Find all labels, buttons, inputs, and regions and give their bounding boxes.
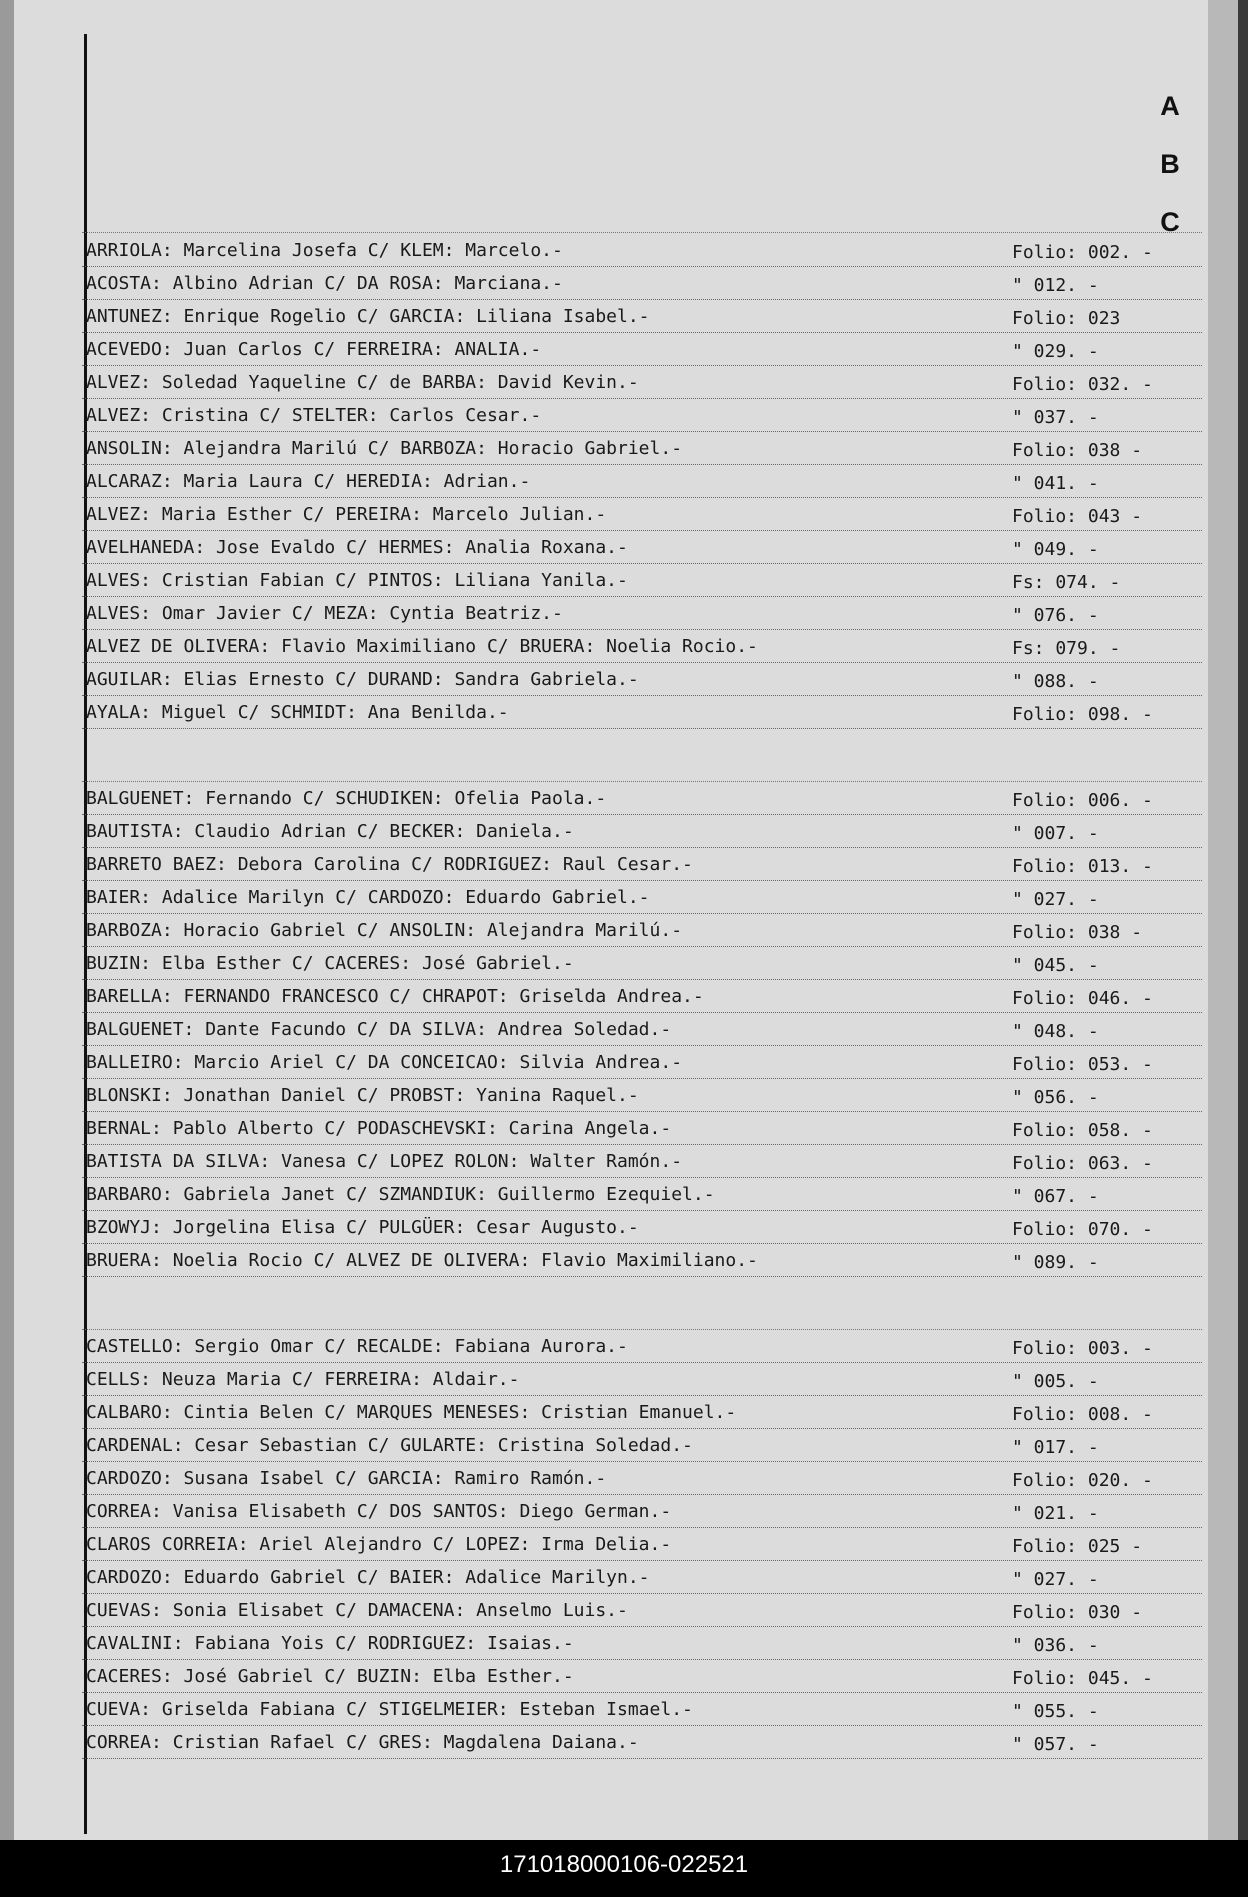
entry-folio: " 088. - bbox=[1012, 671, 1099, 692]
entry-name: ALVEZ DE OLIVERA: Flavio Maximiliano C/ BRUERA: Noelia Rocio.- bbox=[86, 636, 758, 657]
entry-name: AGUILAR: Elias Ernesto C/ DURAND: Sandra Gabriela.- bbox=[86, 669, 639, 690]
entry-folio: " 029. - bbox=[1012, 341, 1099, 362]
entry-name: ALVEZ: Cristina C/ STELTER: Carlos Cesar.- bbox=[86, 405, 542, 426]
entry-folio: " 021. - bbox=[1012, 1503, 1099, 1524]
entry-row bbox=[82, 366, 1202, 399]
entry-row bbox=[82, 1726, 1202, 1759]
entry-row bbox=[82, 267, 1202, 300]
tab-letter-a: A bbox=[1160, 91, 1180, 121]
entry-row bbox=[82, 1495, 1202, 1528]
entry-folio: Folio: 070. - bbox=[1012, 1219, 1153, 1240]
entry-name: ALVEZ: Soledad Yaqueline C/ de BARBA: David Kevin.- bbox=[86, 372, 639, 393]
entry-folio: Folio: 032. - bbox=[1012, 374, 1153, 395]
entry-row bbox=[82, 1211, 1202, 1244]
entry-row bbox=[82, 300, 1202, 333]
entry-row bbox=[82, 1145, 1202, 1178]
entry-folio: " 036. - bbox=[1012, 1635, 1099, 1656]
entry-row bbox=[82, 564, 1202, 597]
entry-name: CORREA: Vanisa Elisabeth C/ DOS SANTOS: Diego German.- bbox=[86, 1501, 672, 1522]
entry-name: BERNAL: Pablo Alberto C/ PODASCHEVSKI: Carina Angela.- bbox=[86, 1118, 672, 1139]
entry-row bbox=[82, 1528, 1202, 1561]
entry-name: BARBARO: Gabriela Janet C/ SZMANDIUK: Guillermo Ezequiel.- bbox=[86, 1184, 715, 1205]
entry-folio: " 089. - bbox=[1012, 1252, 1099, 1273]
entry-row bbox=[82, 234, 1202, 267]
entry-folio: " 027. - bbox=[1012, 889, 1099, 910]
entry-folio: " 067. - bbox=[1012, 1186, 1099, 1207]
entry-name: ARRIOLA: Marcelina Josefa C/ KLEM: Marcelo.- bbox=[86, 240, 563, 261]
entry-folio: " 048. - bbox=[1012, 1021, 1099, 1042]
entry-folio: Folio: 053. - bbox=[1012, 1054, 1153, 1075]
entry-row bbox=[82, 465, 1202, 498]
entry-folio: " 041. - bbox=[1012, 473, 1099, 494]
entry-folio: Fs: 074. - bbox=[1012, 572, 1121, 593]
entry-name: BAUTISTA: Claudio Adrian C/ BECKER: Daniela.- bbox=[86, 821, 574, 842]
entry-folio: " 056. - bbox=[1012, 1087, 1099, 1108]
group-separator bbox=[82, 1277, 1202, 1330]
entry-name: CAVALINI: Fabiana Yois C/ RODRIGUEZ: Isaias.- bbox=[86, 1633, 574, 1654]
entry-name: CASTELLO: Sergio Omar C/ RECALDE: Fabiana Aurora.- bbox=[86, 1336, 628, 1357]
entry-folio: Folio: 045. - bbox=[1012, 1668, 1153, 1689]
entry-folio: Folio: 002. - bbox=[1012, 242, 1153, 263]
entry-row bbox=[82, 1013, 1202, 1046]
entry-folio: " 007. - bbox=[1012, 823, 1099, 844]
entry-name: AVELHANEDA: Jose Evaldo C/ HERMES: Analia Roxana.- bbox=[86, 537, 628, 558]
entry-name: CUEVA: Griselda Fabiana C/ STIGELMEIER: Esteban Ismael.- bbox=[86, 1699, 693, 1720]
entry-folio: Folio: 046. - bbox=[1012, 988, 1153, 1009]
entry-group bbox=[82, 1330, 1202, 1759]
entry-folio: Folio: 025 - bbox=[1012, 1536, 1143, 1557]
entry-name: CARDOZO: Susana Isabel C/ GARCIA: Ramiro Ramón.- bbox=[86, 1468, 607, 1489]
entry-name: BALGUENET: Dante Facundo C/ DA SILVA: Andrea Soledad.- bbox=[86, 1019, 672, 1040]
entry-row bbox=[82, 1396, 1202, 1429]
entry-row bbox=[82, 914, 1202, 947]
entry-row bbox=[82, 333, 1202, 366]
entry-row bbox=[82, 696, 1202, 729]
entry-folio: Folio: 038 - bbox=[1012, 922, 1143, 943]
page-left-edge bbox=[0, 0, 14, 1840]
entry-name: BZOWYJ: Jorgelina Elisa C/ PULGÜER: Cesar Augusto.- bbox=[86, 1217, 639, 1238]
entry-name: ALVES: Cristian Fabian C/ PINTOS: Liliana Yanila.- bbox=[86, 570, 628, 591]
entry-name: ACOSTA: Albino Adrian C/ DA ROSA: Marciana.- bbox=[86, 273, 563, 294]
entry-row bbox=[82, 630, 1202, 663]
entry-folio: Folio: 030 - bbox=[1012, 1602, 1143, 1623]
tab-letter-c: C bbox=[1160, 207, 1180, 237]
entry-row bbox=[82, 815, 1202, 848]
entry-row bbox=[82, 399, 1202, 432]
entry-folio: Folio: 008. - bbox=[1012, 1404, 1153, 1425]
entry-folio: " 076. - bbox=[1012, 605, 1099, 626]
entry-name: BRUERA: Noelia Rocio C/ ALVEZ DE OLIVERA: Flavio Maximiliano.- bbox=[86, 1250, 758, 1271]
entry-row bbox=[82, 1363, 1202, 1396]
entry-folio: Folio: 058. - bbox=[1012, 1120, 1153, 1141]
page-right-edge bbox=[1208, 0, 1238, 1840]
entry-group bbox=[82, 782, 1202, 1277]
entry-name: CARDENAL: Cesar Sebastian C/ GULARTE: Cristina Soledad.- bbox=[86, 1435, 693, 1456]
entry-name: ANSOLIN: Alejandra Marilú C/ BARBOZA: Horacio Gabriel.- bbox=[86, 438, 683, 459]
entry-folio: " 037. - bbox=[1012, 407, 1099, 428]
entry-name: ALVEZ: Maria Esther C/ PEREIRA: Marcelo Julian.- bbox=[86, 504, 607, 525]
entry-row bbox=[82, 1627, 1202, 1660]
entry-name: BLONSKI: Jonathan Daniel C/ PROBST: Yanina Raquel.- bbox=[86, 1085, 639, 1106]
entry-row bbox=[82, 1594, 1202, 1627]
document-code: 171018000106-022521 bbox=[499, 1851, 749, 1878]
entry-row bbox=[82, 1178, 1202, 1211]
entry-row bbox=[82, 1561, 1202, 1594]
entry-name: CELLS: Neuza Maria C/ FERREIRA: Aldair.- bbox=[86, 1369, 520, 1390]
group-separator bbox=[82, 729, 1202, 782]
scan-footer bbox=[0, 1840, 1248, 1897]
entry-name: CORREA: Cristian Rafael C/ GRES: Magdalena Daiana.- bbox=[86, 1732, 639, 1753]
entry-name: BUZIN: Elba Esther C/ CACERES: José Gabriel.- bbox=[86, 953, 574, 974]
entry-name: BALGUENET: Fernando C/ SCHUDIKEN: Ofelia Paola.- bbox=[86, 788, 607, 809]
entry-folio: " 005. - bbox=[1012, 1371, 1099, 1392]
entry-name: BALLEIRO: Marcio Ariel C/ DA CONCEICAO: Silvia Andrea.- bbox=[86, 1052, 683, 1073]
entry-folio: " 049. - bbox=[1012, 539, 1099, 560]
entry-name: ALCARAZ: Maria Laura C/ HEREDIA: Adrian.- bbox=[86, 471, 531, 492]
entry-folio: Folio: 013. - bbox=[1012, 856, 1153, 877]
entry-name: BARELLA: FERNANDO FRANCESCO C/ CHRAPOT: Griselda Andrea.- bbox=[86, 986, 704, 1007]
entry-row bbox=[82, 498, 1202, 531]
entry-folio: " 045. - bbox=[1012, 955, 1099, 976]
entry-folio: Folio: 023 bbox=[1012, 308, 1121, 329]
entry-name: CLAROS CORREIA: Ariel Alejandro C/ LOPEZ: Irma Delia.- bbox=[86, 1534, 672, 1555]
index-entries bbox=[82, 232, 1202, 1759]
entry-folio: " 017. - bbox=[1012, 1437, 1099, 1458]
entry-name: CARDOZO: Eduardo Gabriel C/ BAIER: Adalice Marilyn.- bbox=[86, 1567, 650, 1588]
entry-row bbox=[82, 1693, 1202, 1726]
entry-folio: Folio: 043 - bbox=[1012, 506, 1143, 527]
entry-group bbox=[82, 234, 1202, 729]
entry-folio: Folio: 038 - bbox=[1012, 440, 1143, 461]
entry-row bbox=[82, 1462, 1202, 1495]
entry-row bbox=[82, 1660, 1202, 1693]
entry-row bbox=[82, 1429, 1202, 1462]
entry-folio: Folio: 020. - bbox=[1012, 1470, 1153, 1491]
entry-row bbox=[82, 947, 1202, 980]
entry-folio: Folio: 006. - bbox=[1012, 790, 1153, 811]
entry-name: CUEVAS: Sonia Elisabet C/ DAMACENA: Anselmo Luis.- bbox=[86, 1600, 628, 1621]
entry-row bbox=[82, 1330, 1202, 1363]
entry-name: ALVES: Omar Javier C/ MEZA: Cyntia Beatriz.- bbox=[86, 603, 563, 624]
entry-row bbox=[82, 1079, 1202, 1112]
entry-folio: Folio: 098. - bbox=[1012, 704, 1153, 725]
entry-row bbox=[82, 531, 1202, 564]
entry-folio: " 057. - bbox=[1012, 1734, 1099, 1755]
entry-row bbox=[82, 1112, 1202, 1145]
entry-row bbox=[82, 980, 1202, 1013]
entry-name: BARBOZA: Horacio Gabriel C/ ANSOLIN: Alejandra Marilú.- bbox=[86, 920, 683, 941]
entry-name: BATISTA DA SILVA: Vanesa C/ LOPEZ ROLON: Walter Ramón.- bbox=[86, 1151, 683, 1172]
entry-folio: Folio: 063. - bbox=[1012, 1153, 1153, 1174]
entry-row bbox=[82, 597, 1202, 630]
entry-name: ACEVEDO: Juan Carlos C/ FERREIRA: ANALIA.- bbox=[86, 339, 542, 360]
entry-row bbox=[82, 782, 1202, 815]
tab-letter-b: B bbox=[1160, 149, 1180, 179]
entry-name: CALBARO: Cintia Belen C/ MARQUES MENESES: Cristian Emanuel.- bbox=[86, 1402, 737, 1423]
entry-folio: " 055. - bbox=[1012, 1701, 1099, 1722]
entry-folio: Folio: 003. - bbox=[1012, 1338, 1153, 1359]
entry-name: BAIER: Adalice Marilyn C/ CARDOZO: Eduardo Gabriel.- bbox=[86, 887, 650, 908]
entry-row bbox=[82, 848, 1202, 881]
entry-row bbox=[82, 432, 1202, 465]
entry-row bbox=[82, 1244, 1202, 1277]
entry-folio: Fs: 079. - bbox=[1012, 638, 1121, 659]
entry-name: BARRETO BAEZ: Debora Carolina C/ RODRIGUEZ: Raul Cesar.- bbox=[86, 854, 693, 875]
entry-row bbox=[82, 1046, 1202, 1079]
entry-folio: " 027. - bbox=[1012, 1569, 1099, 1590]
entry-name: AYALA: Miguel C/ SCHMIDT: Ana Benilda.- bbox=[86, 702, 509, 723]
entry-row bbox=[82, 881, 1202, 914]
entry-name: ANTUNEZ: Enrique Rogelio C/ GARCIA: Liliana Isabel.- bbox=[86, 306, 650, 327]
entry-folio: " 012. - bbox=[1012, 275, 1099, 296]
entry-name: CACERES: José Gabriel C/ BUZIN: Elba Esther.- bbox=[86, 1666, 574, 1687]
entry-row bbox=[82, 663, 1202, 696]
